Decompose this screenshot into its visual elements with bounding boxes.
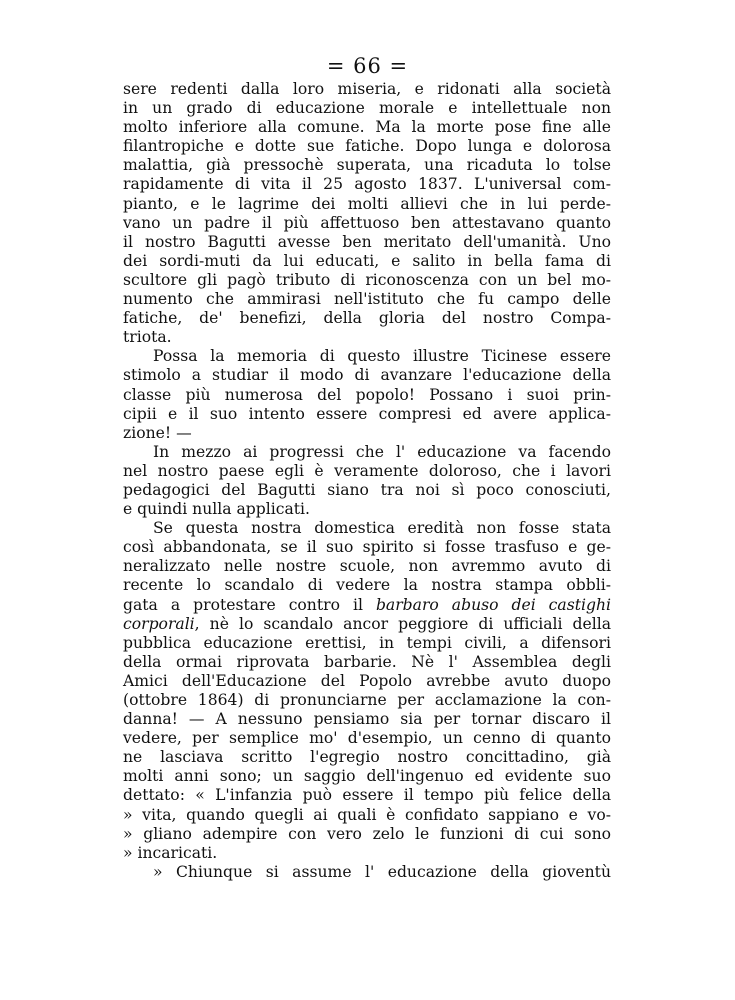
text-line: triota.	[123, 328, 172, 347]
text-line: malattia, già pressochè superata, una ricaduta lo tolse	[123, 156, 611, 175]
text-line: neralizzato nelle nostre scuole, non avremmo avuto di	[123, 557, 611, 576]
text-line: nel nostro paese egli è veramente doloroso, che i lavori	[123, 461, 611, 480]
text-line: in un grado di educazione morale e intellettuale non	[123, 99, 611, 118]
italic-word: corporali	[123, 614, 195, 633]
text-line: pedagogici del Bagutti siano tra noi sì poco conosciuti,	[123, 480, 611, 499]
text-line: pubblica educazione erettisi, in tempi civili, a difensori	[123, 633, 611, 652]
text-line: vedere, per semplice mo' d'esempio, un cenno di quanto	[123, 729, 611, 748]
text-line: sere redenti dalla loro miseria, e ridonati alla società	[123, 80, 611, 98]
text-line: » Chiunque si assume l' educazione della gioventù	[153, 862, 611, 881]
text-line: molti anni sono; un saggio dell'ingenuo ed evidente suo	[123, 767, 611, 786]
text-line	[123, 615, 611, 634]
text-line: Amici dell'Educazione del Popolo avrebbe avuto duopo	[123, 671, 611, 690]
text-line: molto inferiore alla comune. Ma la morte pose fine alle	[123, 118, 611, 137]
text-line: dettato: « L'infanzia può essere il tempo più felice della	[123, 786, 611, 805]
text-line: cipii e il suo intento essere compresi ed avere applica-	[123, 404, 611, 423]
text-line: Possa la memoria di questo illustre Ticinese essere	[153, 347, 611, 366]
body-text	[123, 80, 611, 882]
text-line: » incaricati.	[123, 843, 218, 862]
text-line: fatiche, de' benefizi, della gloria del nostro Compa-	[123, 309, 611, 328]
text-line: » gliano adempire con vero zelo le funzioni di cui sono	[123, 824, 611, 843]
text-line: della ormai riprovata barbarie. Nè l' Assemblea degli	[123, 652, 611, 671]
text-line: rapidamente di vita il 25 agosto 1837. L'universal com-	[123, 175, 611, 194]
text-line: così abbandonata, se il suo spirito si fosse trasfuso e ge-	[123, 538, 611, 557]
text-line: (ottobre 1864) di pronunciarne per acclamazione la con-	[123, 691, 611, 709]
text-line: pianto, e le lagrime dei molti allievi che in lui perde-	[123, 194, 611, 213]
text-line: In mezzo ai progressi che l' educazione va facendo	[153, 442, 611, 461]
text-line: scultore gli pagò tributo di riconoscenza con un bel mo-	[123, 270, 611, 289]
italic-phrase: barbaro abuso dei castighi	[375, 595, 611, 614]
text-line: classe più numerosa del popolo! Possano i suoi prin-	[123, 385, 611, 404]
text-line: numento che ammirasi nell'istituto che fu campo delle	[123, 290, 611, 309]
text-line: zione! —	[123, 423, 192, 442]
page-number: = 66 =	[326, 54, 409, 78]
text-line: danna! — A nessuno pensiamo sia per tornar discaro il	[123, 710, 611, 729]
text-line	[123, 596, 611, 615]
text-line: recente lo scandalo di vedere la nostra stampa obbli-	[123, 576, 611, 595]
text-line: ne lasciava scritto l'egregio nostro concittadino, già	[123, 748, 611, 767]
text-line: Se questa nostra domestica eredità non fosse stata	[153, 519, 611, 538]
text-line: stimolo a studiar il modo di avanzare l'educazione della	[123, 366, 611, 385]
text-line: dei sordi-muti da lui educati, e salito in bella fama di	[123, 251, 611, 270]
text-segment: gata a protestare contro il	[123, 595, 363, 614]
text-line: e quindi nulla applicati.	[123, 500, 310, 519]
text-segment: , nè lo scandalo ancor peggiore di ufficiali della	[194, 614, 611, 633]
text-line: filantropiche e dotte sue fatiche. Dopo lunga e dolorosa	[123, 137, 611, 156]
text-line: vano un padre il più affettuoso ben attestavano quanto	[123, 213, 611, 232]
text-line: il nostro Bagutti avesse ben meritato dell'umanità. Uno	[123, 232, 611, 251]
text-line: » vita, quando quegli ai quali è confidato sappiano e vo-	[123, 805, 611, 824]
